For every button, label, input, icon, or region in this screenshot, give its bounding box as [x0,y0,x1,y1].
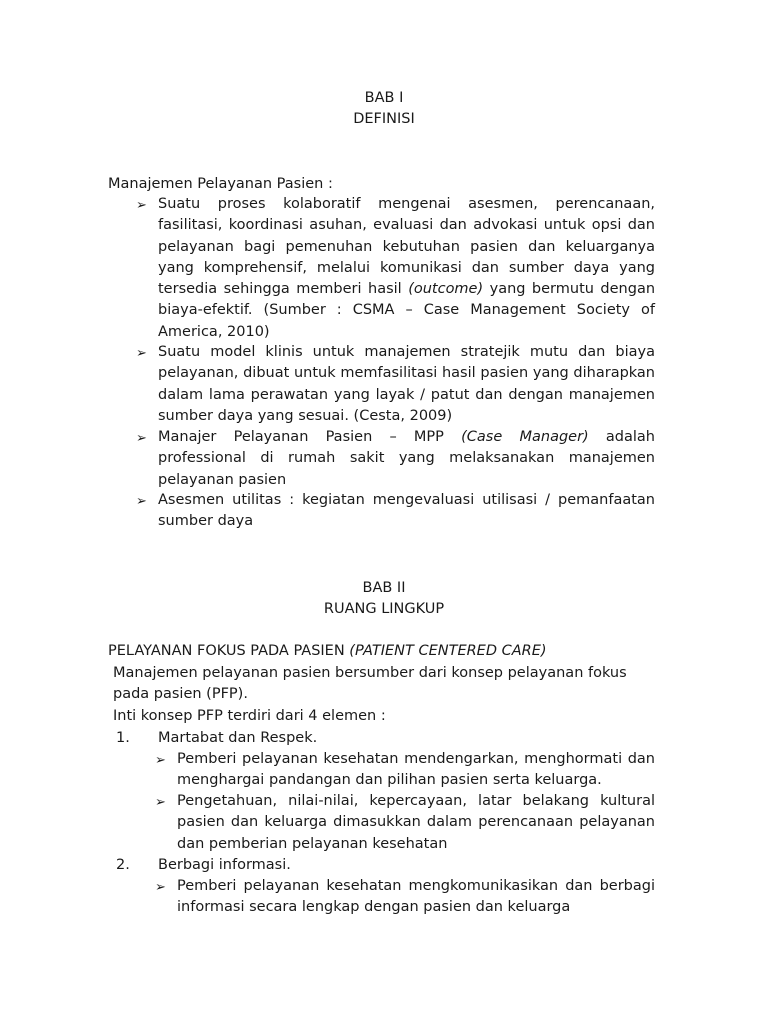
paragraph: Manajemen pelayanan pasien bersumber dari konsep pelayanan fokus pada pasien (PFP). [113,665,627,702]
chapter-title: RUANG LINGKUP [323,601,445,617]
element-label: Berbagi informasi. [158,857,291,873]
arrow-bullet-icon: ➢ [136,198,147,213]
arrow-bullet-icon: ➢ [155,795,166,810]
section-title: PELAYANAN FOKUS PADA PASIEN (PATIENT CENTERED CARE) [108,643,547,659]
definition-item: Asesmen utilitas : kegiatan mengevaluasi utilisasi / pemanfaatan sumber daya [158,492,655,530]
list-number: 1. [116,730,130,746]
chapter-heading: BAB I [364,90,404,106]
paragraph: Inti konsep PFP terdiri dari 4 elemen : [113,708,386,724]
element-subitem: Pemberi pelayanan kesehatan mendengarkan, menghormati dan menghargai pandangan dan pilihan pasien serta keluarga. [177,751,655,789]
arrow-bullet-icon: ➢ [136,346,147,361]
chapter-heading: BAB II [362,580,406,596]
definition-item: Suatu model klinis untuk manajemen stratejik mutu dan biaya pelayanan, dibuat untuk memfasilitasi hasil pasien yang diharapkan dalam lama perawatan yang layak / patut dan dengan manajemen sumber daya yang sesuai. (Cesta, 2009) [158,344,655,424]
element-subitem: Pemberi pelayanan kesehatan mengkomunikasikan dan berbagi informasi secara lengkap dengan pasien dan keluarga [177,878,655,916]
element-subitem: Pengetahuan, nilai-nilai, kepercayaan, latar belakang kultural pasien dan keluarga dimasukkan dalam perencanaan pelayanan dan pemberian pelayanan kesehatan [177,793,655,852]
list-number: 2. [116,857,130,873]
element-label: Martabat dan Respek. [158,730,318,746]
arrow-bullet-icon: ➢ [155,880,166,895]
chapter-title: DEFINISI [353,111,415,127]
arrow-bullet-icon: ➢ [136,431,147,446]
arrow-bullet-icon: ➢ [155,753,166,768]
definition-item: Suatu proses kolaboratif mengenai asesmen, perencanaan, fasilitasi, koordinasi asuhan, evaluasi dan advokasi untuk opsi dan pelayanan bagi pemenuhan kebutuhan pasien dan keluarganya yang komprehensif, melalui komunikasi dan sumber daya yang tersedia sehingga memberi hasil (outcome) yang bermutu dengan biaya-efektif. (Sumber : CSMA – Case Management Society of America, 2010) [158,196,656,340]
arrow-bullet-icon: ➢ [136,494,147,509]
intro-text: Manajemen Pelayanan Pasien : [108,176,333,192]
definition-item: Manajer Pelayanan Pasien – MPP (Case Manager) adalah professional di rumah sakit yang melaksanakan manajemen pelayanan pasien [158,429,656,488]
